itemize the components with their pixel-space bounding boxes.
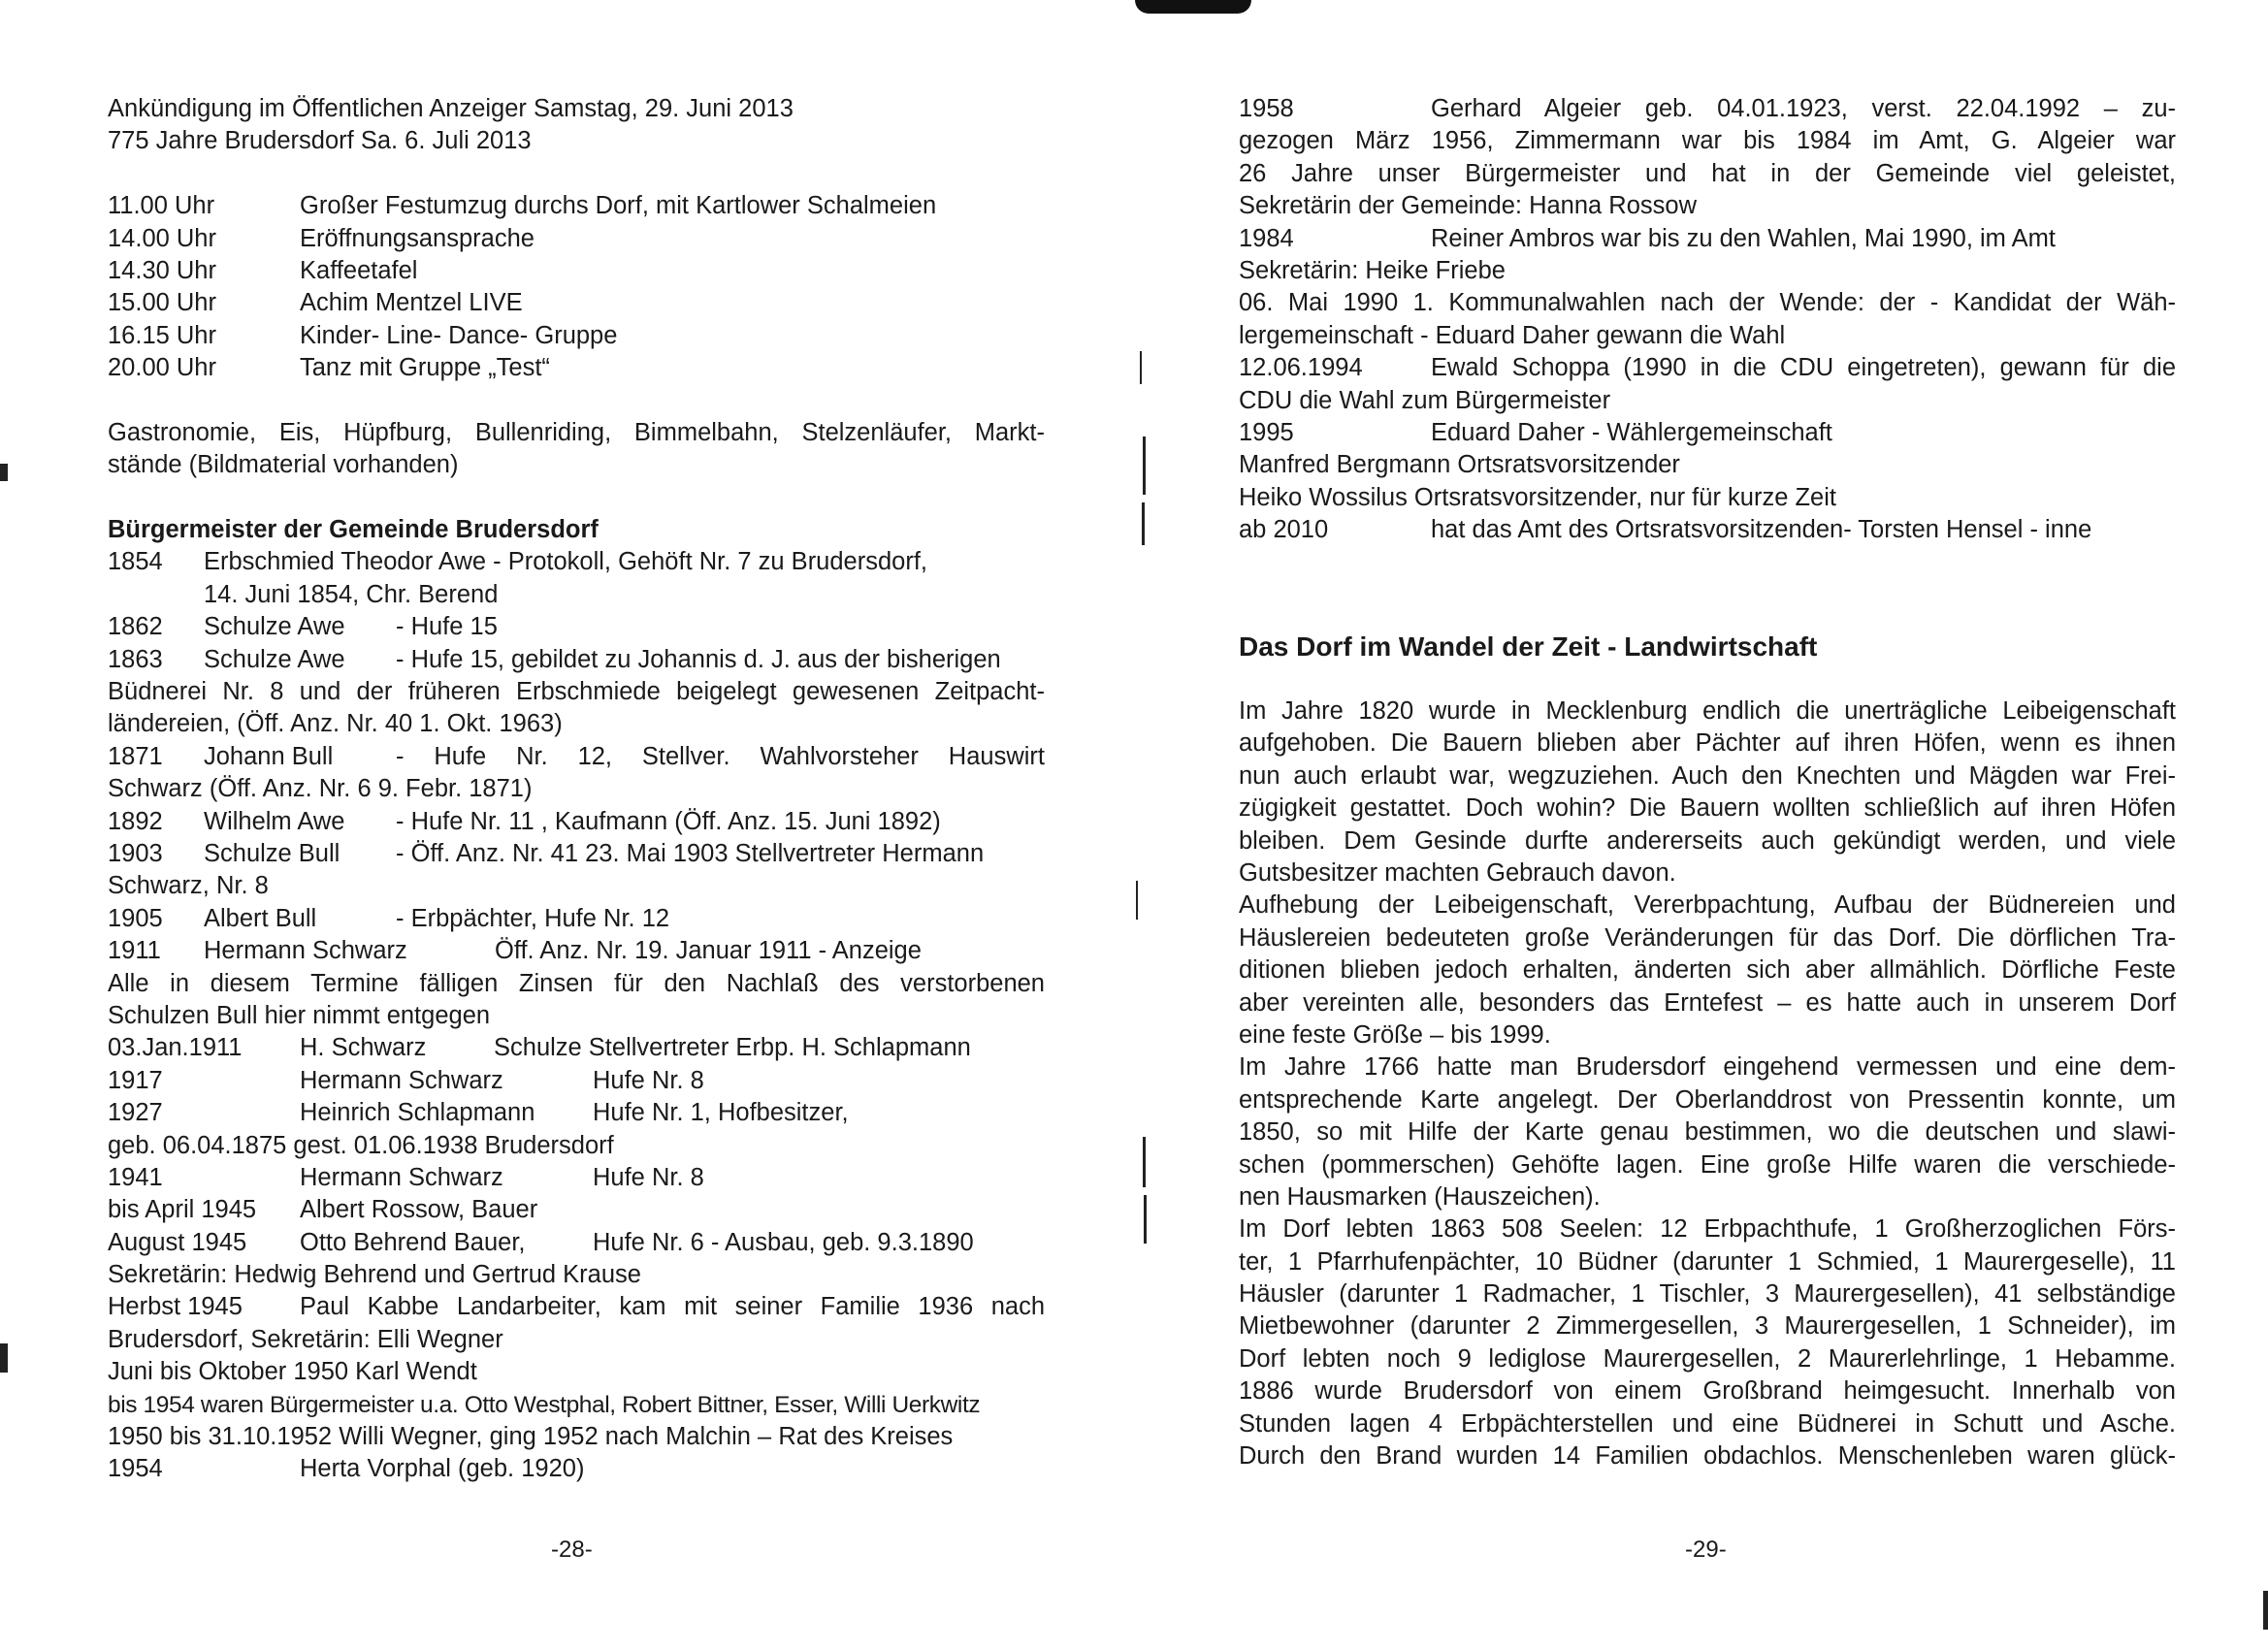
mayor-entry: 1862 Schulze Awe - Hufe 15 (108, 613, 498, 641)
paragraph-line: 1886 wurde Brudersdorf von einem Großbrand heimgesucht. Innerhalb von (1239, 1377, 2176, 1406)
mayor-entry: 1927 Heinrich Schlapmann Hufe Nr. 1, Hofbesitzer, (108, 1099, 849, 1127)
paragraph-line: ditionen blieben jedoch erhalten, änderten sich aber allmählich. Dörfliche Feste (1239, 956, 2176, 985)
paragraph-line: Dorf lebten noch 9 lediglose Maurergesellen, 2 Maurerlehrlinge, 1 Hebamme. (1239, 1344, 2176, 1373)
mayor-entry: 1911 Hermann Schwarz Öff. Anz. Nr. 19. Januar 1911 - Anzeige (108, 937, 922, 965)
schedule-row: 16.15 Uhr Kinder- Line- Dance- Gruppe (108, 321, 618, 349)
paragraph-line: Stunden lagen 4 Erbpächterstellen und eine Büdnerei in Schutt und Asche. (1239, 1409, 2176, 1438)
mayor-entry: 1954 Herta Vorphal (geb. 1920) (108, 1455, 585, 1483)
mayor-entry-cont: Schwarz (Öff. Anz. Nr. 6 9. Febr. 1871) (108, 775, 533, 803)
mayor-entry-cont: Brudersdorf, Sekretärin: Elli Wegner (108, 1325, 503, 1353)
mayor-entry: 1892 Wilhelm Awe - Hufe Nr. 11 , Kaufmann (Öff. Anz. 15. Juni 1892) (108, 807, 941, 835)
mayor-entry: 06. Mai 1990 1. Kommunalwahlen nach der Wende: der - Kandidat der Wäh- (1239, 289, 2176, 317)
mayor-entry-cont: geb. 06.04.1875 gest. 01.06.1938 Brudersdorf (108, 1131, 614, 1159)
page-28-text (108, 93, 1045, 1486)
schedule-row: 14.00 Uhr Eröffnungsansprache (108, 224, 535, 252)
mayor-entry-cont: CDU die Wahl zum Bürgermeister (1239, 386, 1611, 414)
paragraph-line: Durch den Brand wurden 14 Familien obdachlos. Menschenleben waren glück- (1239, 1442, 2176, 1471)
mayor-entry-cont: ländereien, (Öff. Anz. Nr. 40 1. Okt. 1963) (108, 710, 563, 738)
paragraph-line: aber vereinten alle, besonders das Erntefest – es hatte auch in unserem Dorf (1239, 988, 2176, 1017)
paragraph-line: schen (pommerschen) Gehöfte lagen. Eine große Hilfe waren die verschiede- (1239, 1150, 2176, 1179)
mayor-entry: ab 2010 hat das Amt des Ortsratsvorsitzenden- Torsten Hensel - inne (1239, 516, 2092, 544)
section-heading: Das Dorf im Wandel der Zeit - Landwirtschaft (1239, 631, 1818, 663)
mayor-entry-cont: Büdnerei Nr. 8 und der früheren Erbschmiede beigelegt gewesenen Zeitpacht- (108, 678, 1045, 706)
mayor-entry: 1984 Reiner Ambros war bis zu den Wahlen, Mai 1990, im Amt (1239, 224, 2056, 252)
paragraph-line: 1850, so mit Hilfe der Karte genau bestimmen, wo die deutschen und slawi- (1239, 1118, 2176, 1147)
mayor-entry: 1871 Johann Bull - Hufe Nr. 12, Stellver. Wahlvorsteher Hauswirt (108, 742, 1045, 770)
schedule-row: 15.00 Uhr Achim Mentzel LIVE (108, 289, 523, 317)
mayor-entry: 1854 Erbschmied Theodor Awe - Protokoll, Gehöft Nr. 7 zu Brudersdorf, (108, 548, 927, 576)
announce-line: 775 Jahre Brudersdorf Sa. 6. Juli 2013 (108, 127, 532, 155)
mayor-entry: 1917 Hermann Schwarz Hufe Nr. 8 (108, 1066, 704, 1094)
paragraph-line: Im Jahre 1820 wurde in Mecklenburg endlich die unerträgliche Leibeigenschaft (1239, 697, 2176, 726)
mayor-entry: 1863 Schulze Awe - Hufe 15, gebildet zu Johannis d. J. aus der bisherigen (108, 645, 1001, 673)
paragraph-line: Im Jahre 1766 hatte man Brudersdorf eingehend vermessen und eine dem- (1239, 1053, 2176, 1082)
mayor-entry: Manfred Bergmann Ortsratsvorsitzender (1239, 451, 1680, 479)
mayor-entry: Juni bis Oktober 1950 Karl Wendt (108, 1358, 477, 1386)
paragraph-line: Gutsbesitzer machten Gebrauch davon. (1239, 858, 1676, 887)
mayor-entry-cont: 14. Juni 1854, Chr. Berend (204, 580, 499, 608)
paragraph-line: nun auch erlaubt war, wegzuziehen. Auch den Knechten und Mägden war Frei- (1239, 761, 2176, 790)
mayor-entry: 1958 Gerhard Algeier geb. 04.01.1923, verst. 22.04.1992 – zu- (1239, 95, 2176, 122)
page-number: -28- (551, 1536, 593, 1563)
mayors-heading: Bürgermeister der Gemeinde Brudersdorf (108, 516, 599, 544)
mayor-entry-cont: 26 Jahre unser Bürgermeister und hat in der Gemeinde viel geleistet, (1239, 159, 2176, 187)
mayor-entry-cont: Alle in diesem Termine fälligen Zinsen für den Nachlaß des verstorbenen (108, 969, 1045, 997)
paragraph-line: zügigkeit gestattet. Doch wohin? Die Bauern wollten schließlich auf ihren Höfen (1239, 794, 2176, 823)
paragraph-line: entsprechende Karte angelegt. Der Oberlanddrost von Pressentin konnte, um (1239, 1085, 2176, 1114)
mayor-entry-cont: lergemeinschaft - Eduard Daher gewann die Wahl (1239, 321, 1786, 349)
mayor-entry: August 1945 Otto Behrend Bauer, Hufe Nr. 6 - Ausbau, geb. 9.3.1890 (108, 1228, 974, 1256)
mayor-entry-cont: Sekretärin: Heike Friebe (1239, 256, 1506, 284)
paragraph-line: Mietbewohner (darunter 2 Zimmergesellen, 3 Maurergesellen, 1 Schneider), im (1239, 1312, 2176, 1341)
mayor-entry: 12.06.1994 Ewald Schoppa (1990 in die CDU eingetreten), gewann für die (1239, 354, 2176, 382)
mayor-entry: Herbst 1945 Paul Kabbe Landarbeiter, kam mit seiner Familie 1936 nach (108, 1293, 1045, 1321)
mayor-entry-cont: Sekretärin: Hedwig Behrend und Gertrud Krause (108, 1261, 641, 1289)
mayor-entry-cont: gezogen März 1956, Zimmermann war bis 1984 im Amt, G. Algeier war (1239, 127, 2176, 155)
paragraph-line: aufgehoben. Die Bauern blieben aber Pächter auf ihren Höfen, wenn es ihnen (1239, 729, 2176, 758)
mayor-entry: 1941 Hermann Schwarz Hufe Nr. 8 (108, 1163, 704, 1191)
page-29 (1134, 0, 2268, 1649)
gastro-line: stände (Bildmaterial vorhanden) (108, 451, 459, 479)
paragraph-line: eine feste Größe – bis 1999. (1239, 1020, 1551, 1049)
mayor-entry: Heiko Wossilus Ortsratsvorsitzender, nur für kurze Zeit (1239, 483, 1836, 511)
mayor-entry-cont: Schulzen Bull hier nimmt entgegen (108, 1001, 491, 1029)
mayor-entry-cont: Sekretärin der Gemeinde: Hanna Rossow (1239, 192, 1697, 220)
schedule-row: 20.00 Uhr Tanz mit Gruppe „Test“ (108, 354, 550, 382)
mayor-entry: 1905 Albert Bull - Erbpächter, Hufe Nr. 12 (108, 904, 670, 932)
mayor-entry: 1950 bis 31.10.1952 Willi Wegner, ging 1952 nach Malchin – Rat des Kreises (108, 1423, 954, 1451)
page-29-text (1239, 93, 2176, 1472)
paragraph-line: Im Dorf lebten 1863 508 Seelen: 12 Erbpachthufe, 1 Großherzoglichen Förs- (1239, 1215, 2176, 1244)
mayor-entry: 1903 Schulze Bull - Öff. Anz. Nr. 41 23. Mai 1903 Stellvertreter Hermann (108, 839, 985, 867)
paragraph-line: Aufhebung der Leibeigenschaft, Vererbpachtung, Aufbau der Büdnereien und (1239, 891, 2176, 920)
schedule-row: 11.00 Uhr Großer Festumzug durchs Dorf, mit Kartlower Schalmeien (108, 192, 937, 220)
mayor-entry: bis April 1945 Albert Rossow, Bauer (108, 1196, 538, 1224)
paragraph-line: ter, 1 Pfarrhufenpächter, 10 Büdner (darunter 1 Schmied, 1 Maurergeselle), 11 (1239, 1247, 2176, 1276)
paragraph-line: bleiben. Dem Gesinde durfte andererseits auch gekündigt werden, und viele (1239, 826, 2176, 855)
gastro-line: Gastronomie, Eis, Hüpfburg, Bullenriding, Bimmelbahn, Stelzenläufer, Markt- (108, 418, 1045, 446)
mayor-entry: 1995 Eduard Daher - Wählergemeinschaft (1239, 418, 1832, 446)
schedule-row: 14.30 Uhr Kaffeetafel (108, 256, 418, 284)
paragraph-line: Häusler (darunter 1 Radmacher, 1 Tischler, 3 Maurergesellen), 41 selbständige (1239, 1280, 2176, 1309)
mayor-entry: bis 1954 waren Bürgermeister u.a. Otto Westphal, Robert Bittner, Esser, Willi Uerkwitz (108, 1391, 981, 1418)
page-number: -29- (1685, 1536, 1727, 1563)
announce-line: Ankündigung im Öffentlichen Anzeiger Samstag, 29. Juni 2013 (108, 95, 794, 122)
paragraph-line: nen Hausmarken (Hauszeichen). (1239, 1182, 1601, 1211)
mayor-entry: 03.Jan.1911 H. Schwarz Schulze Stellvertreter Erbp. H. Schlapmann (108, 1034, 971, 1062)
mayor-entry-cont: Schwarz, Nr. 8 (108, 872, 269, 900)
paragraph-line: Häuslereien bedeuteten große Veränderungen für das Dorf. Die dörflichen Tra- (1239, 923, 2176, 952)
